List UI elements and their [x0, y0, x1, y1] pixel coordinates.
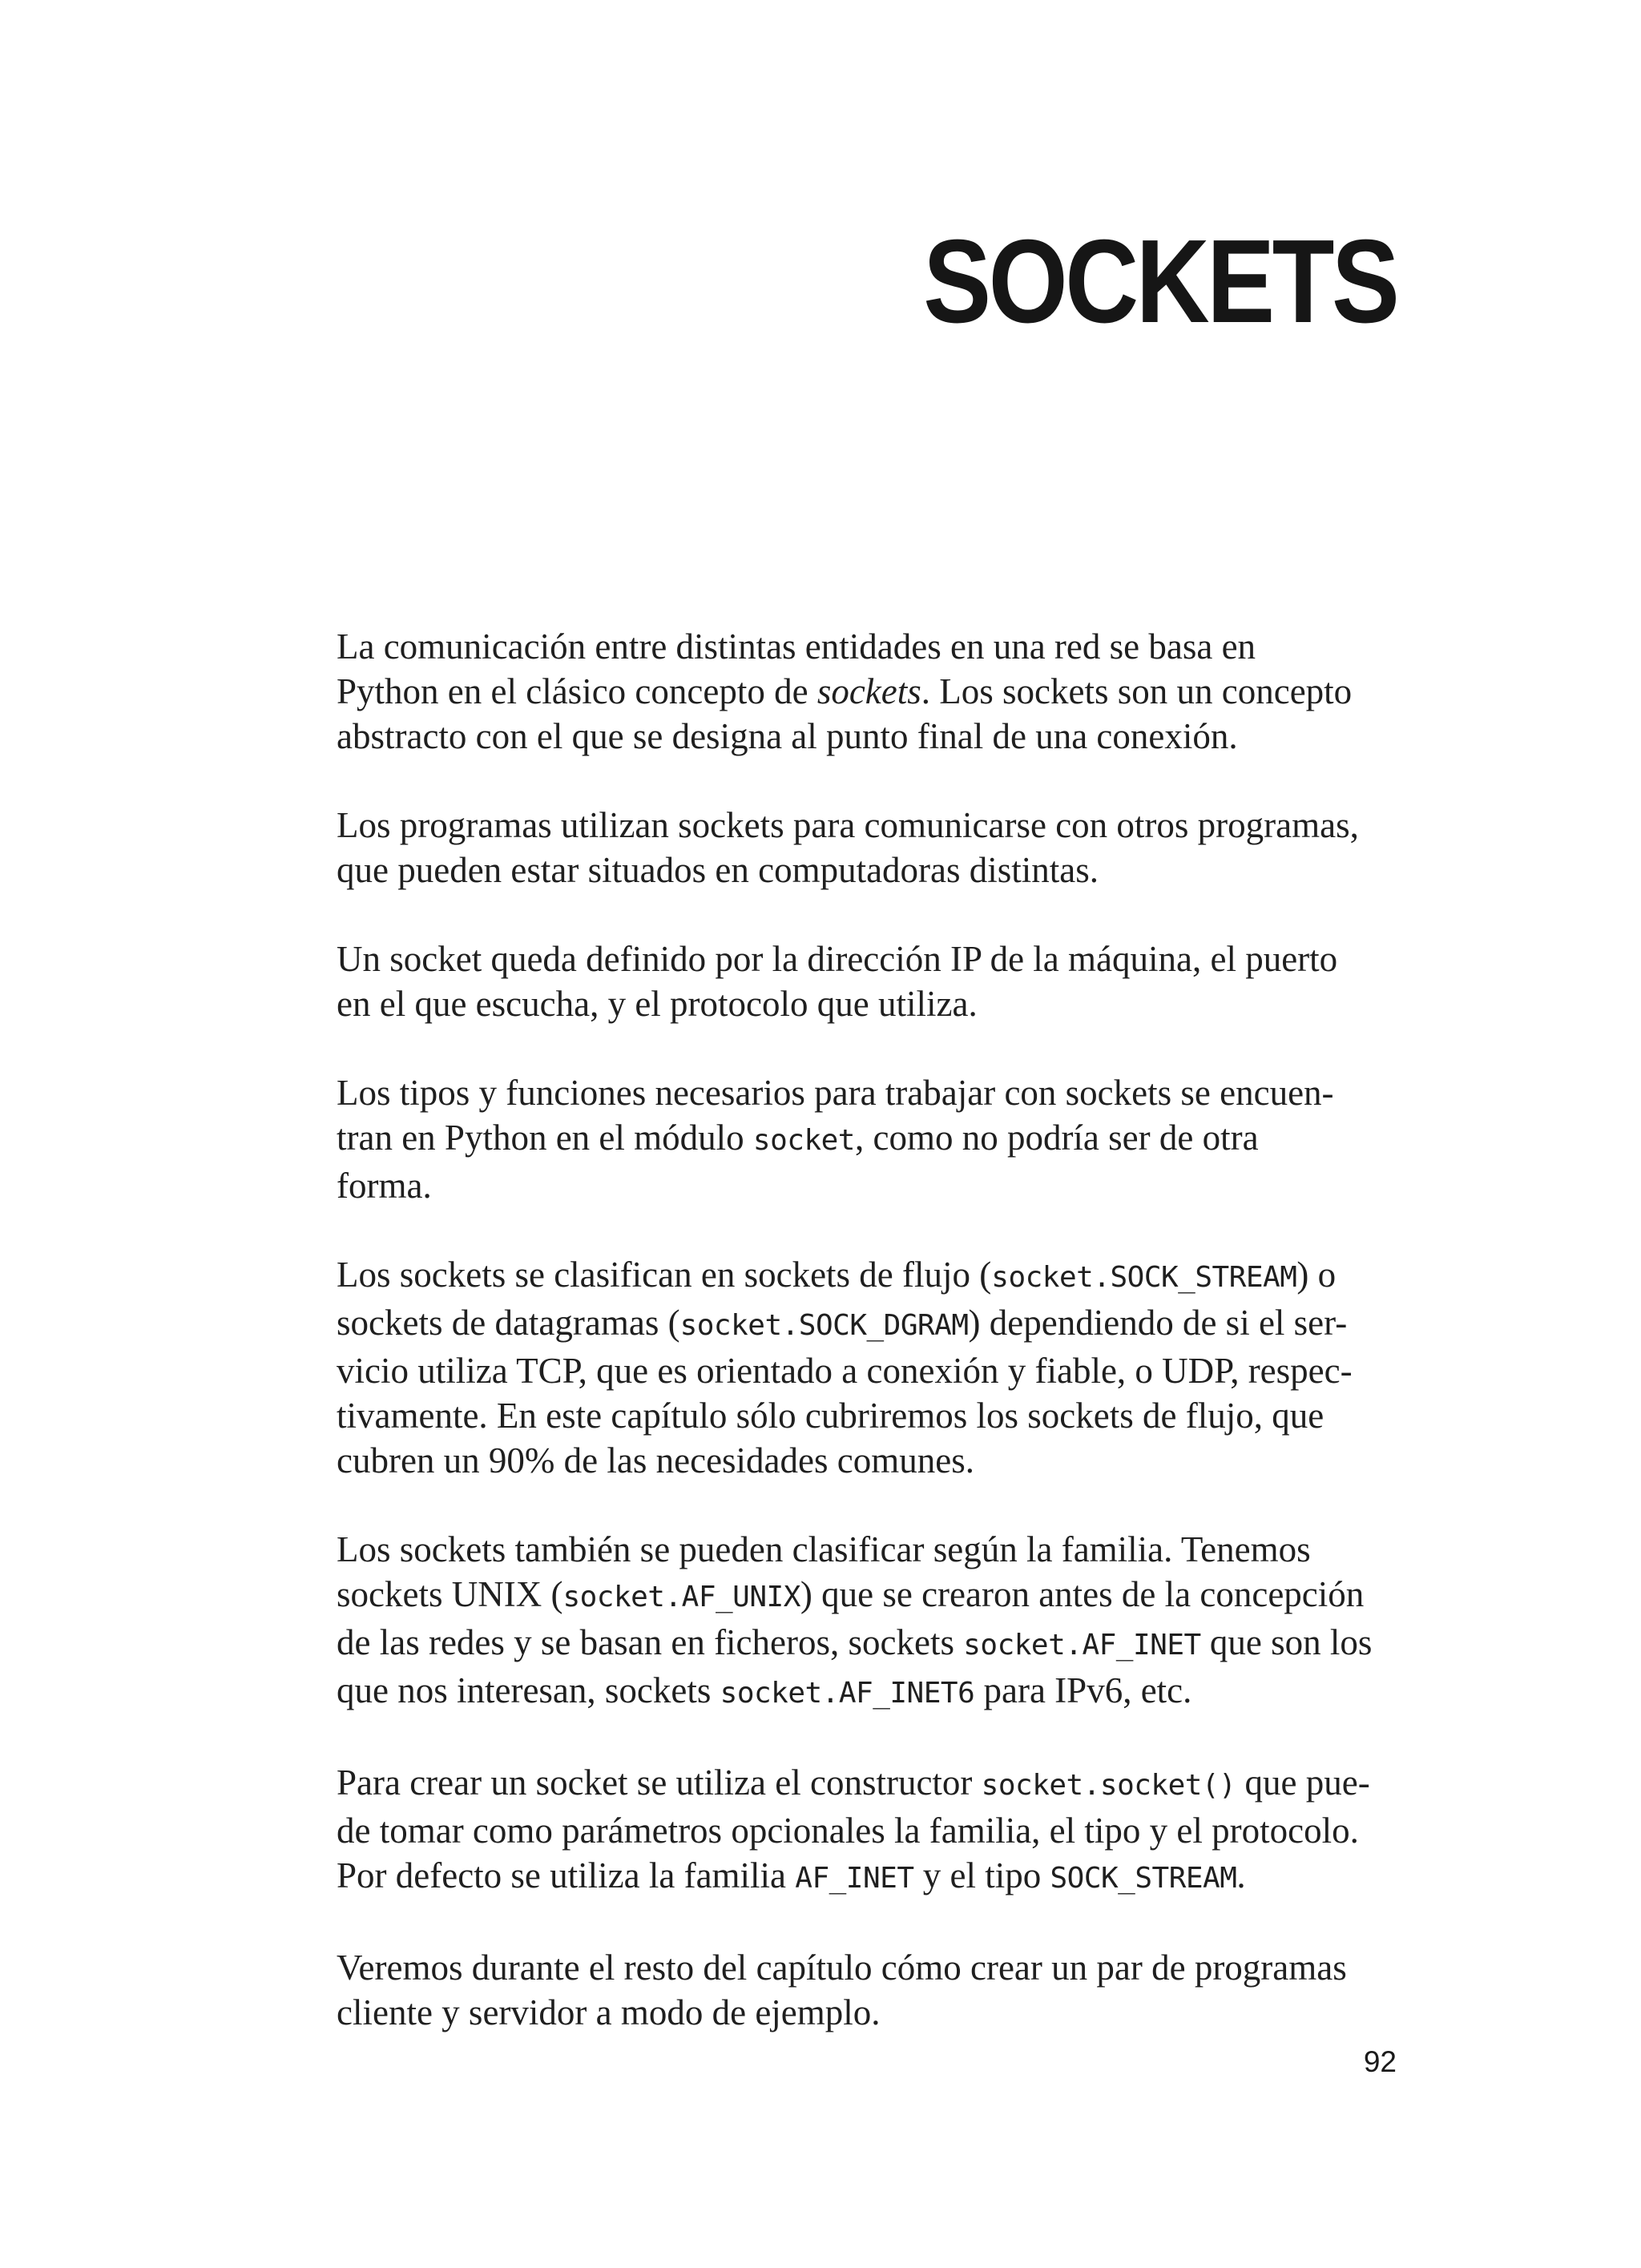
text-segment: ) dependiendo de si el ser- — [968, 1303, 1348, 1343]
inline-code: socket.SOCK_DGRAM — [679, 1309, 969, 1342]
text-segment: para IPv6, etc. — [974, 1670, 1192, 1710]
paragraph — [337, 803, 1410, 892]
text-segment: vicio utiliza TCP, que es orientado a conexión y fiable, o UDP, respec- — [337, 1351, 1353, 1391]
text-segment: . — [1236, 1855, 1246, 1895]
text-line — [337, 981, 1410, 1026]
paragraph — [337, 1252, 1410, 1483]
text-line — [337, 1572, 1410, 1620]
text-line — [337, 1945, 1410, 1990]
text-segment: que son los — [1200, 1622, 1373, 1662]
inline-code: socket — [752, 1124, 855, 1157]
text-line — [337, 1527, 1410, 1572]
inline-code: socket.socket() — [981, 1769, 1236, 1802]
text-segment: que pue- — [1236, 1762, 1370, 1803]
text-line — [337, 848, 1410, 892]
text-segment: Un socket queda definido por la dirección IP de la máquina, el puerto — [337, 939, 1338, 979]
paragraph — [337, 1945, 1410, 2035]
inline-code: SOCK_STREAM — [1050, 1862, 1237, 1895]
text-segment: forma. — [337, 1166, 432, 1206]
text-segment: en el que escucha, y el protocolo que utiliza. — [337, 984, 978, 1024]
text-segment: de tomar como parámetros opcionales la familia, el tipo y el protocolo. — [337, 1811, 1359, 1851]
paragraph — [337, 624, 1410, 759]
inline-code: socket.AF_UNIX — [562, 1581, 800, 1613]
text-segment: Los tipos y funciones necesarios para trabajar con sockets se encuen- — [337, 1073, 1334, 1113]
text-line — [337, 624, 1410, 669]
text-segment: ) que se crearon antes de la concepción — [800, 1574, 1365, 1614]
text-line — [337, 1115, 1410, 1163]
emphasis-text: sockets — [816, 671, 921, 711]
text-line — [337, 1620, 1410, 1668]
inline-code: socket.AF_INET6 — [720, 1677, 975, 1710]
text-segment: . Los sockets son un concepto — [921, 671, 1353, 711]
text-segment: que nos interesan, sockets — [337, 1670, 720, 1710]
text-segment: La comunicación entre distintas entidades en una red se basa en — [337, 626, 1256, 667]
text-line — [337, 1300, 1410, 1348]
text-line — [337, 1808, 1410, 1853]
text-line — [337, 937, 1410, 981]
page-title: SOCKETS — [922, 216, 1397, 348]
inline-code: socket.AF_INET — [963, 1629, 1201, 1662]
text-segment: Los sockets también se pueden clasificar según la familia. Tenemos — [337, 1529, 1311, 1569]
body-text — [337, 624, 1410, 2079]
text-segment: Los sockets se clasifican en sockets de flujo ( — [337, 1255, 992, 1295]
text-segment: ) o — [1296, 1255, 1337, 1295]
text-line — [337, 1070, 1410, 1115]
text-line — [337, 669, 1410, 714]
text-segment: Los programas utilizan sockets para comunicarse con otros programas, — [337, 805, 1359, 845]
paragraph — [337, 1527, 1410, 1716]
text-segment: Python en el clásico concepto de — [337, 671, 817, 711]
text-line — [337, 1990, 1410, 2035]
paragraph — [337, 1760, 1410, 1901]
text-segment: sockets de datagramas ( — [337, 1303, 680, 1343]
text-segment: , como no podría ser de otra — [854, 1118, 1259, 1158]
text-segment: cubren un 90% de las necesidades comunes. — [337, 1440, 974, 1480]
text-line — [337, 714, 1410, 759]
text-line — [337, 1393, 1410, 1438]
text-segment: Veremos durante el resto del capítulo cómo crear un par de programas — [337, 1948, 1347, 1988]
text-line — [337, 803, 1410, 848]
text-segment: de las redes y se basan en ficheros, sockets — [337, 1622, 964, 1662]
text-segment: cliente y servidor a modo de ejemplo. — [337, 1992, 881, 2032]
inline-code: AF_INET — [795, 1862, 914, 1895]
text-line — [337, 1163, 1410, 1208]
text-segment: Para crear un socket se utiliza el constructor — [337, 1762, 982, 1803]
text-segment: sockets UNIX ( — [337, 1574, 563, 1614]
page-number: 92 — [1363, 2045, 1397, 2078]
text-segment: Por defecto se utiliza la familia — [337, 1855, 796, 1895]
text-segment: abstracto con el que se designa al punto final de una conexión. — [337, 716, 1238, 756]
text-line — [337, 1760, 1410, 1808]
text-line — [337, 1348, 1410, 1393]
paragraph — [337, 1070, 1410, 1208]
inline-code: socket.SOCK_STREAM — [991, 1261, 1297, 1294]
text-segment: tran en Python en el módulo — [337, 1118, 753, 1158]
text-segment: que pueden estar situados en computadoras distintas. — [337, 850, 1099, 890]
text-line — [337, 1853, 1410, 1901]
text-line — [337, 1252, 1410, 1300]
paragraph — [337, 937, 1410, 1026]
text-line — [337, 1668, 1410, 1716]
text-segment: tivamente. En este capítulo sólo cubriremos los sockets de flujo, que — [337, 1396, 1324, 1436]
text-segment: y el tipo — [913, 1855, 1050, 1895]
text-line — [337, 1438, 1410, 1483]
